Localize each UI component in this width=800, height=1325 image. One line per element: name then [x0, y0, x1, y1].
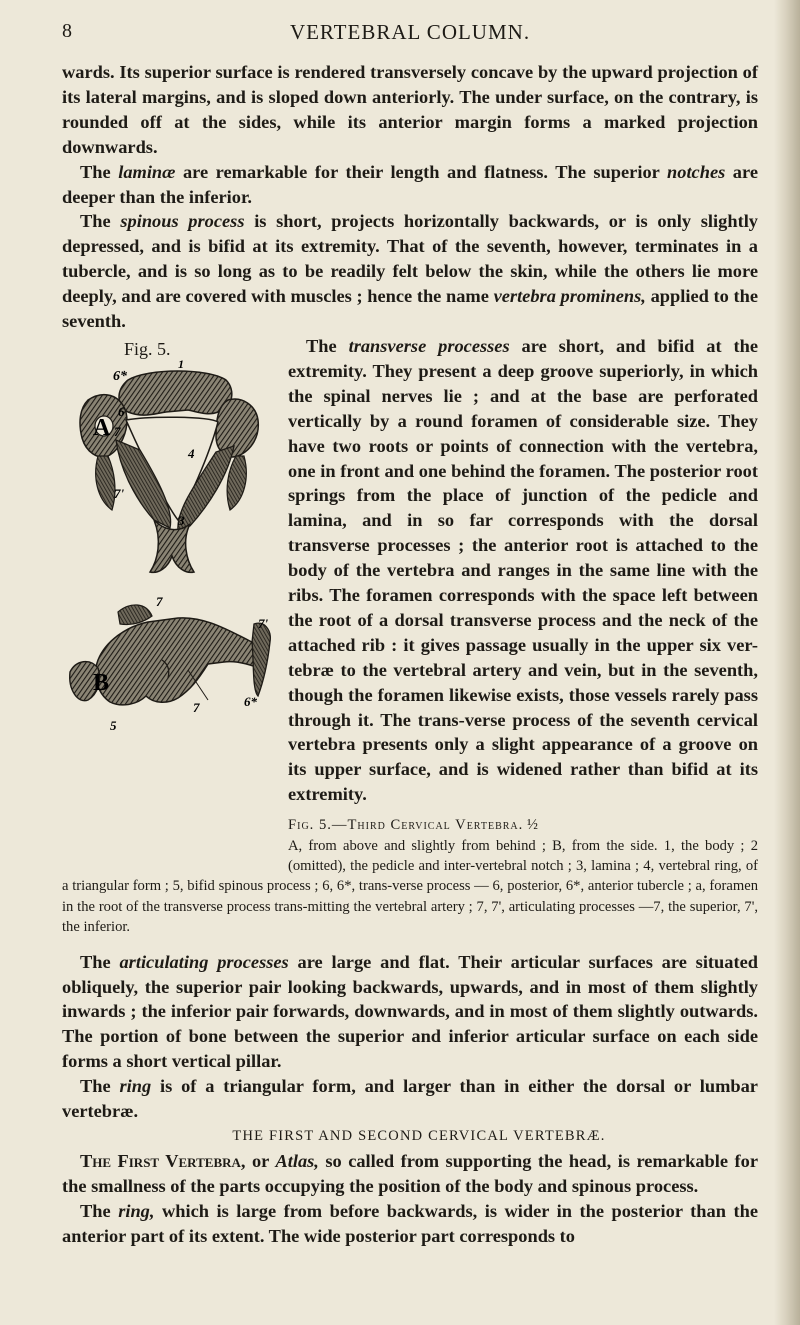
- label-7: 7: [114, 423, 121, 439]
- label-7-prime: 7': [114, 485, 125, 501]
- view-a-drawing: [80, 368, 258, 572]
- label-7-b: 7: [156, 593, 163, 609]
- caption-heading: Fig. 5.—Third Cervical Vertebra.: [288, 817, 524, 834]
- paragraph-laminae: The laminæ are remarkable for their length and flatness. The superior notches are deeper than the inferior.: [62, 161, 758, 207]
- label-6star-b: 6*: [244, 693, 257, 709]
- paragraph-transverse-processes: Fig. 5. 6* 1 6 A 7 4 7' 7 7' 7 6* B 5 3 The transverse processes are short, and bifid at the extremity. They present a deep groove superiorly, in which the spinal nerves lie ; and at the base are perforated vertically by a round foramen of considerable size. They have two roots or points of connection with the vertebra, one in front and one behind the foramen. The posterior root springs from the place of junction of the pedicle and lamina, and in so far corresponds with the dorsal transverse processes ; the anterior root is attached to the body of the vertebra and ranges in the same line with the ribs. The foramen corresponds with the space left between the root of a dorsal transverse process and the neck of the attached rib : it gives passage usually in the upper six ver-tebræ to the vertebral artery and vein, but in the seventh, though the foramen likewise exists, those vessels rarely pass through it. The trans-verse process of the seventh cervical vertebra presents only a slight appearance of a groove on its upper surface, and is widened rather than bifid at its extremity.: [62, 334, 758, 807]
- vertebra-illustration: [58, 360, 278, 870]
- paragraph-ring: The ring is of a triangular form, and larger than in either the dorsal or lumbar vertebræ.: [62, 1076, 758, 1122]
- caption-text: A, from above and slightly from behind ; B, from the side. 1, the body ; 2 (omitted), the pedicle and inter-vertebral notch ; 3, lamina ; 4, vertebral ring, of a triangular form ; 5, bifid spinous process ; 6, 6*, trans-verse process — 6, posterior, 6*, anterior tubercle ; a, foramen in the root of the transverse process trans-mitting the vertebral artery ; 7, 7', articulating processes —7, the superior, 7', the inferior.: [62, 837, 758, 936]
- page-header: [62, 20, 758, 50]
- label-5: 5: [110, 717, 117, 733]
- paragraph-atlas: The First Vertebra, or Atlas, so called from supporting the head, is remarkable for the smallness of the parts occupying the position of the body and spinous process.: [62, 1150, 758, 1196]
- paragraph-spinous-process: The spinous process is short, projects horizontally backwards, or is only slightly depressed, and is bifid at its extremity. That of the seventh, however, terminates in a tubercle, and is so long as to be readily felt below the skin, while the others lie more deeply, and are covered with muscles ; hence the name vertebra prominens, applied to the seventh.: [62, 211, 758, 332]
- label-6: 6: [118, 403, 125, 419]
- section-heading: THE FIRST AND SECOND CERVICAL VERTEBRÆ.: [232, 1127, 606, 1144]
- label-6star: 6*: [113, 368, 127, 384]
- paragraph-articulating-processes: The articulating processes are large and flat. Their articular surfaces are situated obliquely, the superior pair looking backwards, upwards, and in most of them slightly inwards ; the inferior pair forwards, downwards, and in most of them slightly outwards. The portion of bone between the superior and inferior articular surface on each side forms a short vertical pillar.: [62, 951, 758, 1072]
- label-4: 4: [188, 445, 195, 461]
- label-7-prime-b: 7': [258, 615, 269, 631]
- label-view-a: A: [93, 414, 111, 441]
- page-edge-shadow: [774, 0, 800, 1325]
- paragraph-atlas-ring: The ring, which is large from before backwards, is wider in the posterior than the anterior part of its extent. The wide posterior part corresponds to: [62, 1200, 758, 1246]
- paragraph-1: wards. Its superior surface is rendered transversely concave by the upward projection of its lateral margins, and is sloped down anteriorly. The under surface, on the contrary, is rounded off at the sides, while its anterior margin forms a marked projection downwards.: [62, 62, 758, 157]
- caption-scale: ½: [526, 817, 538, 834]
- label-view-b: B: [93, 669, 110, 696]
- label-7-c: 7: [193, 699, 200, 715]
- running-title: VERTEBRAL COLUMN.: [289, 20, 531, 44]
- page-number: 8: [62, 20, 72, 42]
- figure-title: Fig. 5.: [124, 338, 171, 359]
- body-text: [62, 60, 758, 1249]
- figure-5: [58, 334, 280, 876]
- label-1: 1: [178, 359, 184, 371]
- label-3: 3: [178, 512, 185, 528]
